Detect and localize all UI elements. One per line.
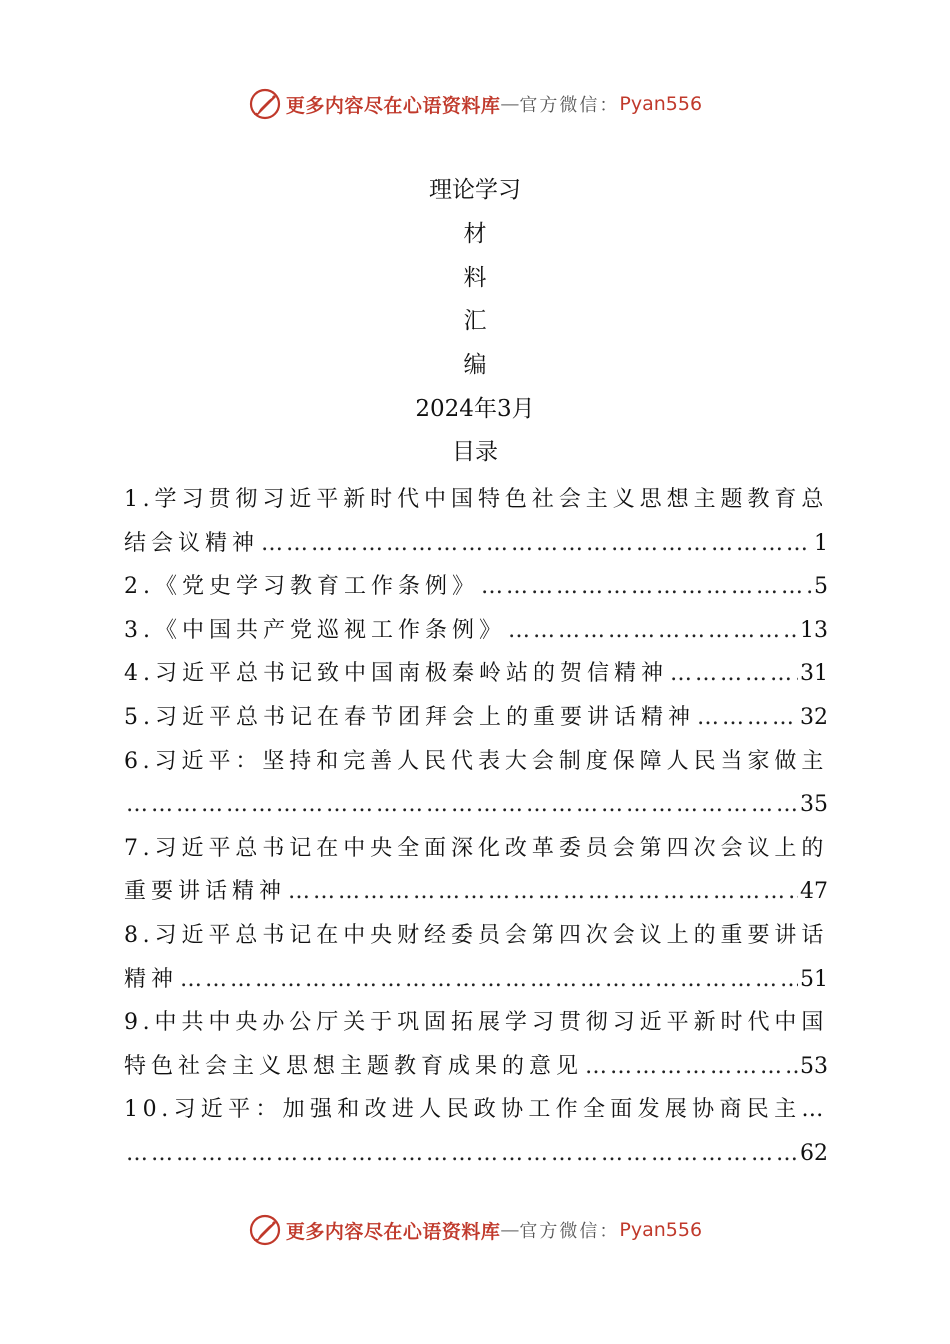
- toc-page-number: 47: [800, 879, 828, 905]
- banner-dash: —: [500, 1219, 520, 1241]
- title-line-5: 编: [463, 352, 487, 378]
- title-date: 2024年3月: [415, 396, 535, 422]
- toc-line: [124, 609, 828, 653]
- watermark-banner-bottom: [0, 1210, 950, 1250]
- toc-line: [124, 1088, 828, 1132]
- toc-page-number: 62: [800, 1140, 828, 1166]
- toc-line: [124, 958, 828, 1002]
- toc-leader-dots: [126, 1132, 798, 1176]
- toc-leader-dots: [508, 609, 798, 653]
- banner-wechat-id: Pyan556: [619, 1219, 703, 1241]
- toc-entry-text: 结会议精神: [124, 530, 260, 556]
- toc-entry-text: 重要讲话精神: [124, 879, 287, 905]
- toc-page-number: 35: [800, 792, 828, 818]
- toc-page-number: 53: [800, 1053, 828, 1079]
- toc-line: [124, 1132, 828, 1176]
- toc-entry-text: 1.学习贯彻习近平新时代中国特色社会主义思想主题教育总: [124, 487, 828, 512]
- quill-logo-icon: [248, 87, 282, 121]
- toc-entry-text: 6.习近平：坚持和完善人民代表大会制度保障人民当家做主: [124, 748, 828, 774]
- toc-leader-dots: [180, 958, 798, 1002]
- banner-main-text: 更多内容尽在心语资料库: [285, 94, 501, 117]
- banner-wechat-label: 官方微信：: [519, 1221, 620, 1242]
- toc-leader-dots: [670, 652, 798, 696]
- banner-main-text: 更多内容尽在心语资料库: [285, 1220, 501, 1243]
- table-of-contents: [124, 478, 828, 1176]
- title-line-2: 材: [463, 221, 487, 247]
- toc-line: [124, 522, 828, 566]
- title-line-3: 料: [463, 265, 487, 291]
- toc-page-number: 32: [800, 704, 828, 730]
- title-line-1: 理论学习: [429, 177, 521, 203]
- toc-entry-text: 2.《党史学习教育工作条例》: [124, 574, 479, 600]
- toc-leader-dots: [697, 696, 798, 740]
- toc-line: [124, 1045, 828, 1089]
- toc-entry-text: 3.《中国共产党巡视工作条例》: [124, 617, 506, 643]
- toc-page-number: 31: [800, 661, 828, 687]
- toc-line: [124, 478, 828, 522]
- toc-entry-text: 9.中共中央办公厅关于巩固拓展学习贯彻习近平新时代中国: [124, 1010, 828, 1036]
- toc-leader-dots: [261, 522, 812, 566]
- toc-entry-text: 精神: [124, 966, 179, 992]
- toc-heading: 目录: [452, 439, 498, 465]
- toc-entry-text: 8.习近平总书记在中央财经委员会第四次会议上的重要讲话: [124, 922, 828, 948]
- toc-entry-text: 10.习近平：加强和改进人民政协工作全面发展协商民主…: [124, 1097, 828, 1123]
- toc-page-number: 51: [800, 966, 828, 992]
- toc-entry-text: 4.习近平总书记致中国南极秦岭站的贺信精神: [124, 661, 668, 687]
- toc-entry-text: 7.习近平总书记在中央全面深化改革委员会第四次会议上的: [124, 835, 828, 861]
- watermark-banner-top: [0, 84, 950, 124]
- title-line-4: 汇: [463, 308, 487, 334]
- toc-line: [124, 652, 828, 696]
- toc-entry-text: 5.习近平总书记在春节团拜会上的重要讲话精神: [124, 704, 695, 730]
- toc-leader-dots: [481, 565, 812, 609]
- toc-leader-dots: [288, 870, 798, 914]
- quill-logo-icon: [248, 1213, 282, 1247]
- banner-wechat-id: Pyan556: [619, 93, 703, 115]
- banner-dash: —: [500, 93, 520, 115]
- banner-wechat-label: 官方微信：: [519, 95, 620, 116]
- toc-line: [124, 1001, 828, 1045]
- toc-line: [124, 914, 828, 958]
- toc-line: [124, 783, 828, 827]
- toc-page-number: 5: [814, 574, 828, 600]
- toc-line: [124, 870, 828, 914]
- toc-page-number: 13: [800, 617, 828, 643]
- toc-leader-dots: [585, 1045, 798, 1089]
- toc-line: [124, 565, 828, 609]
- toc-line: [124, 740, 828, 784]
- toc-page-number: 1: [814, 530, 828, 556]
- toc-line: [124, 696, 828, 740]
- toc-leader-dots: [126, 783, 798, 827]
- toc-line: [124, 827, 828, 871]
- toc-entry-text: 特色社会主义思想主题教育成果的意见: [124, 1053, 584, 1079]
